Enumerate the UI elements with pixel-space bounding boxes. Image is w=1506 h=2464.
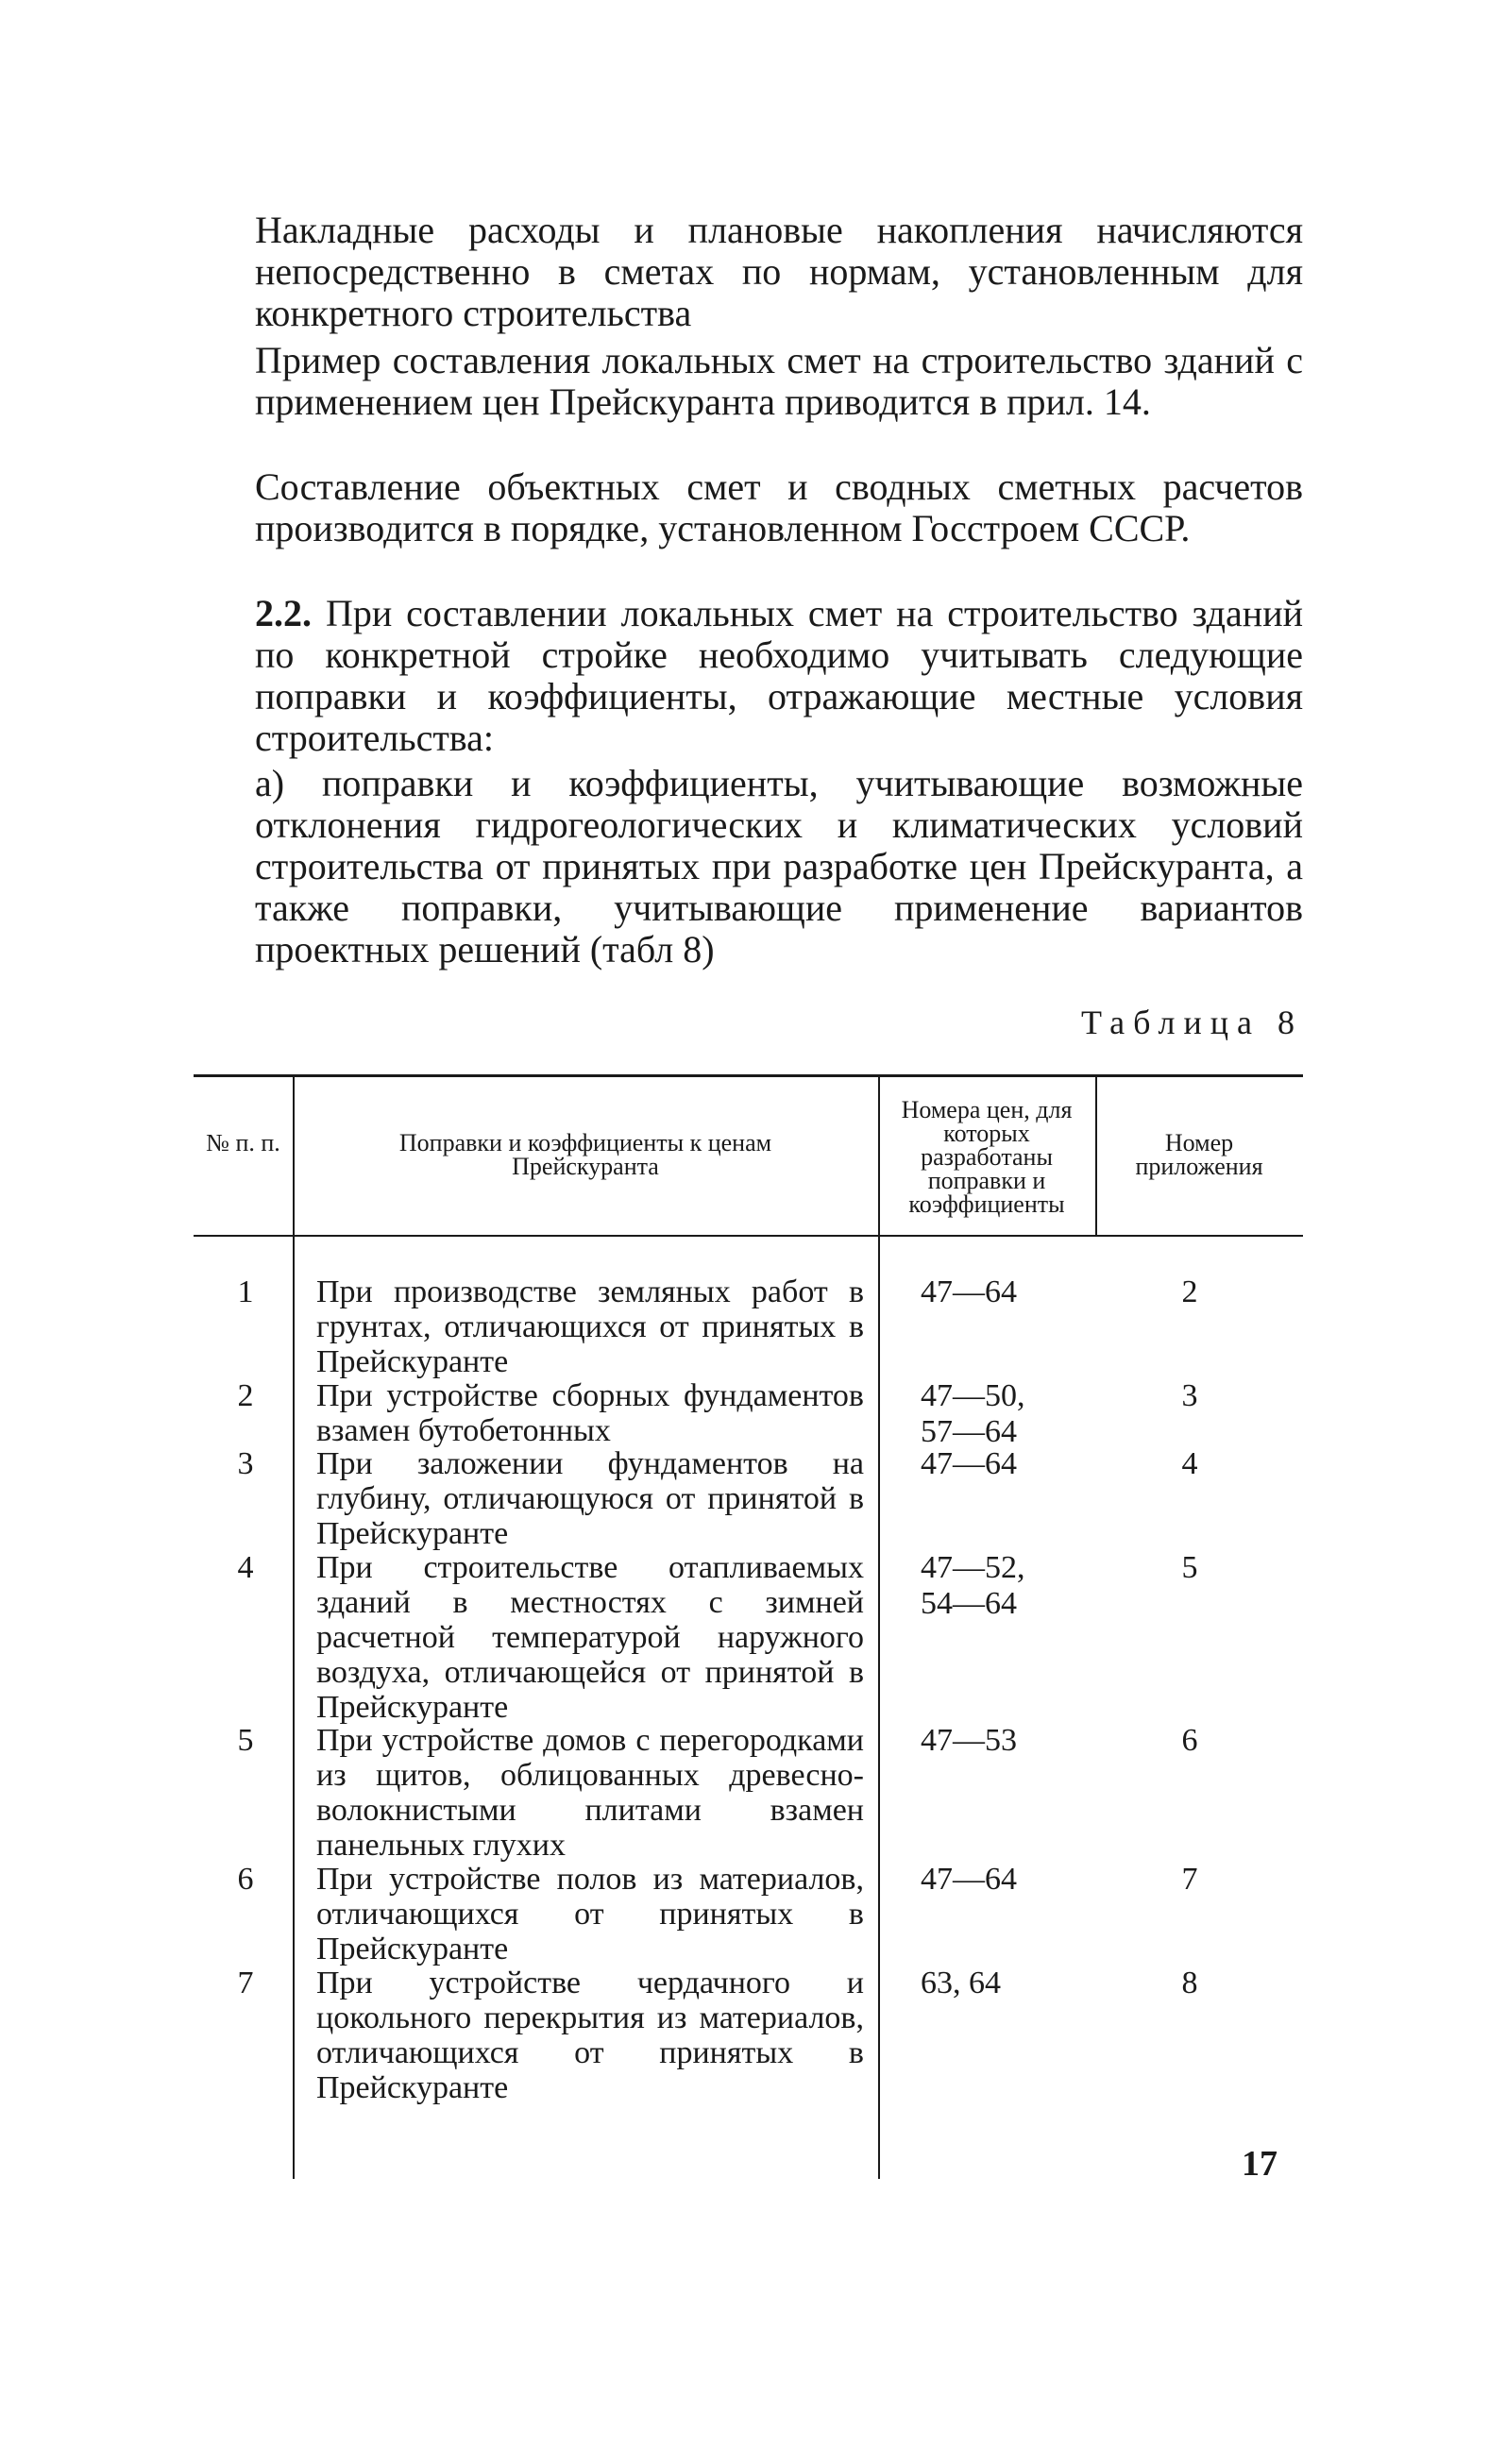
row-description: При устройстве сборных фундаментов взамен бутобетонных [316, 1378, 864, 1448]
paragraph-section-2-2 [255, 593, 1303, 759]
page-number: 17 [1242, 2144, 1278, 2184]
header-appendix: Номер приложения [1135, 1129, 1263, 1180]
row-price-numbers: 47—52, 54—64 [921, 1550, 1025, 1621]
row-description: При строительстве отапливаемых зданий в местностях с зимней расчетной температурой наружного воздуха, отличающейся от принятой в Прейскуранте [316, 1550, 864, 1725]
row-appendix: 2 [1181, 1274, 1198, 1309]
table-header-rule [194, 1235, 1303, 1237]
row-description: При заложении фундаментов на глубину, отличающуюся от принятой в Прейскуранте [316, 1446, 864, 1551]
table-divider [1095, 1074, 1097, 1235]
row-appendix: 8 [1181, 1966, 1198, 2000]
row-description: При производстве земляных работ в грунтах, отличающихся от принятых в Прейскуранте [316, 1274, 864, 1379]
row-description: При устройстве чердачного и цокольного перекрытия из материалов, отличающихся от принятых в Прейскуранте [316, 1966, 864, 2105]
table-divider [293, 1074, 295, 2179]
row-appendix: 6 [1181, 1723, 1198, 1758]
row-number: 3 [237, 1446, 254, 1481]
row-description: При устройстве полов из материалов, отличающихся от принятых в Прейскуранте [316, 1862, 864, 1966]
row-appendix: 3 [1181, 1378, 1198, 1413]
section-number: 2.2. [255, 592, 312, 634]
paragraph-item-a: а) поправки и коэффициенты, учитывающие возможные отклонения гидрогеологических и климатических условий строительства от принятых при разработке цен Прейскуранта, а также поправки, учитывающие применение вариантов проектных решений (табл 8) [255, 762, 1303, 970]
paragraph-overhead: Накладные расходы и плановые накопления начисляются непосредственно в сметах по нормам, установленным для конкретного строительства [255, 209, 1303, 334]
row-number: 7 [237, 1966, 254, 2000]
header-corrections: Поправки и коэффициенты к ценам Прейскуранта [398, 1129, 772, 1180]
row-number: 2 [237, 1378, 254, 1413]
row-price-numbers: 47—64 [921, 1862, 1017, 1897]
row-number: 6 [237, 1862, 254, 1897]
row-price-numbers: 47—64 [921, 1274, 1017, 1309]
table-top-rule [194, 1074, 1303, 1077]
section-text: При составлении локальных смет на строительство зданий по конкретной стройке необходимо учитывать следующие поправки и коэффициенты, отражающие местные условия строительства: [255, 592, 1304, 759]
paragraph-example: Пример составления локальных смет на строительство зданий с применением цен Прейскуранта приводится в прил. 14. [255, 339, 1303, 423]
table-caption: Таблица 8 [1081, 1004, 1303, 1041]
row-appendix: 7 [1181, 1862, 1198, 1897]
row-price-numbers: 47—64 [921, 1446, 1017, 1481]
row-number: 1 [237, 1274, 254, 1309]
header-num: № п. п. [206, 1129, 280, 1156]
row-number: 4 [237, 1550, 254, 1585]
row-price-numbers: 47—50, 57—64 [921, 1378, 1025, 1449]
row-description: При устройстве домов с перегородками из щитов, облицованных древесно-волокнистыми плитами взамен панельных глухих [316, 1723, 864, 1863]
table-divider [878, 1074, 880, 2179]
paragraph-object-estimates: Составление объектных смет и сводных сметных расчетов производится в порядке, установленном Госстроем СССР. [255, 465, 1303, 549]
row-appendix: 5 [1181, 1550, 1198, 1585]
header-price-numbers: Номера цен, для которых разработаны поправки и коэффициенты [901, 1096, 1073, 1218]
row-appendix: 4 [1181, 1446, 1198, 1481]
row-number: 5 [237, 1723, 254, 1758]
row-price-numbers: 63, 64 [921, 1966, 1001, 2000]
row-price-numbers: 47—53 [921, 1723, 1017, 1758]
